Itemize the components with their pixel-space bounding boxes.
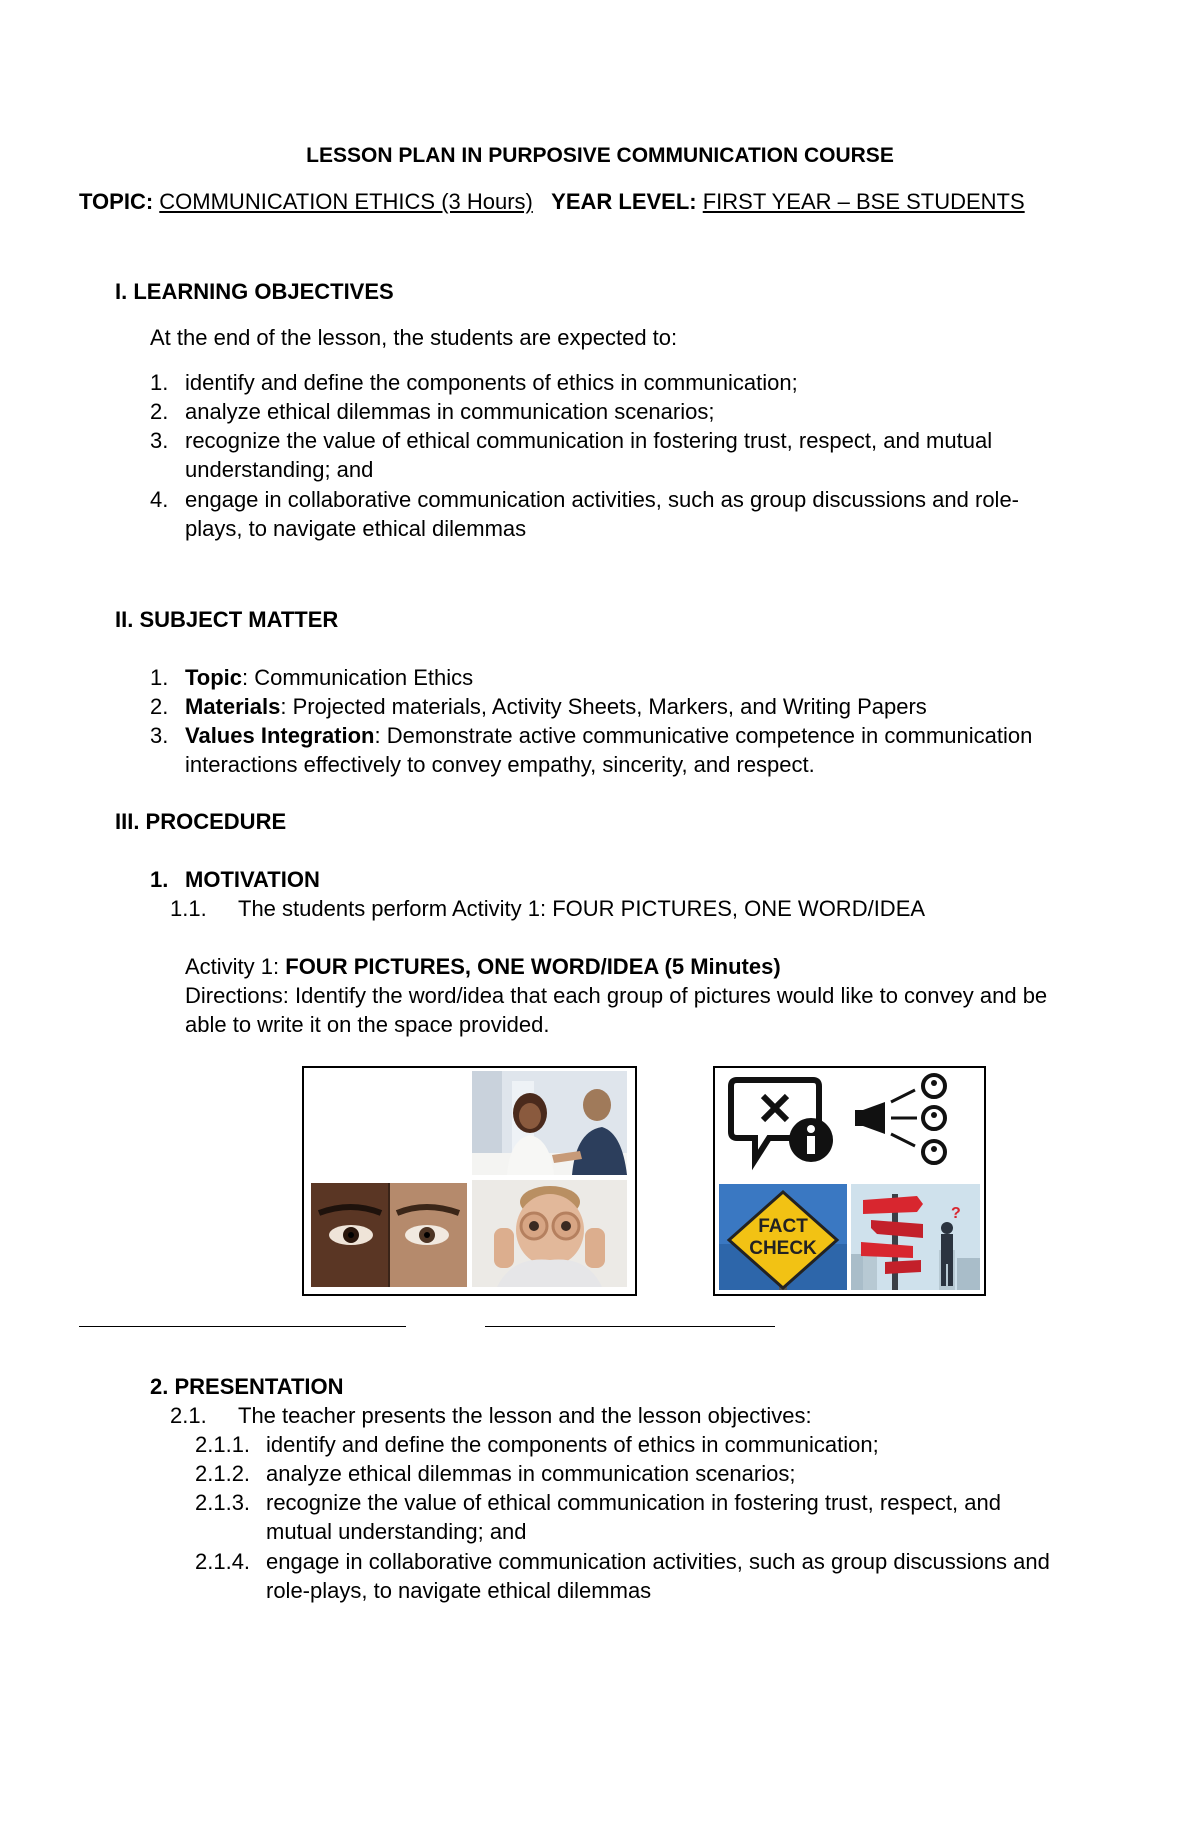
subject-label: Materials: [185, 694, 281, 719]
motivation-sub-text: The students perform Activity 1: FOUR PICTURES, ONE WORD/IDEA: [238, 896, 926, 921]
motivation-number: 1.: [150, 867, 169, 892]
subject-number: 3.: [150, 723, 169, 748]
subject-text: : Projected materials, Activity Sheets, Markers, and Writing Papers: [280, 694, 927, 719]
binoculars-man-photo: [472, 1180, 627, 1287]
presentation-item-number: 2.1.1.: [195, 1432, 251, 1457]
handshake-meeting-photo: [472, 1071, 627, 1175]
procedure-heading: III. PROCEDURE: [115, 809, 287, 834]
subject-number: 1.: [150, 665, 169, 690]
objective-text-cont: plays, to navigate ethical dilemmas: [185, 516, 527, 541]
subject-item-topic: [185, 665, 473, 691]
presentation-item-text: analyze ethical dilemmas in communication scenarios;: [266, 1461, 796, 1486]
activity-line: [185, 954, 781, 980]
subject-text-cont: interactions effectively to convey empathy, sincerity, and respect.: [185, 752, 815, 777]
eyes-closeup-photo: [311, 1183, 467, 1287]
subject-number: 2.: [150, 694, 169, 719]
year-level-label: YEAR LEVEL:: [551, 189, 697, 214]
fact-check-sign-text: FACT: [758, 1216, 808, 1237]
objective-text: analyze ethical dilemmas in communication scenarios;: [185, 399, 715, 424]
presentation-item-text: identify and define the components of ethics in communication;: [266, 1432, 879, 1457]
motivation-heading: MOTIVATION: [185, 867, 320, 892]
subject-text: : Communication Ethics: [242, 665, 474, 690]
presentation-sub-number: 2.1.: [170, 1403, 207, 1428]
subject-label: Values Integration: [185, 723, 375, 748]
picture-group-1: [302, 1066, 637, 1296]
objective-number: 2.: [150, 399, 169, 424]
objective-number: 3.: [150, 428, 169, 453]
activity-directions: Directions: Identify the word/idea that each group of pictures would like to convey and be: [185, 983, 1048, 1008]
topic-value: COMMUNICATION ETHICS (3 Hours): [159, 189, 533, 214]
objective-text: recognize the value of ethical communication in fostering trust, respect, and mutual: [185, 428, 993, 453]
objective-text-cont: understanding; and: [185, 457, 374, 482]
objective-text: engage in collaborative communication activities, such as group discussions and role-: [185, 487, 1020, 512]
topic-line: [79, 189, 1025, 215]
objective-number: 1.: [150, 370, 169, 395]
activity-directions-cont: able to write it on the space provided.: [185, 1012, 550, 1037]
objective-text: identify and define the components of ethics in communication;: [185, 370, 798, 395]
presentation-item-number: 2.1.4.: [195, 1549, 251, 1574]
activity-prefix: Activity 1:: [185, 954, 286, 979]
objective-number: 4.: [150, 487, 169, 512]
picture-group-2: [713, 1066, 986, 1296]
fact-check-sign-text: CHECK: [749, 1238, 817, 1259]
svg-text:?: ?: [951, 1205, 961, 1222]
subject-text: : Demonstrate active communicative competence in communication: [374, 723, 1033, 748]
subject-heading: II. SUBJECT MATTER: [115, 607, 339, 632]
subject-label: Topic: [185, 665, 243, 690]
objectives-intro: At the end of the lesson, the students are expected to:: [150, 325, 678, 350]
topic-label: TOPIC:: [79, 189, 154, 214]
crossroads-signpost-photo: [851, 1184, 980, 1290]
presentation-sub-text: The teacher presents the lesson and the lesson objectives:: [238, 1403, 812, 1428]
presentation-item-text-cont: mutual understanding; and: [266, 1519, 527, 1544]
subject-item-materials: [185, 694, 927, 720]
year-level-value: FIRST YEAR – BSE STUDENTS: [702, 189, 1025, 214]
presentation-item-number: 2.1.2.: [195, 1461, 251, 1486]
presentation-heading: 2. PRESENTATION: [150, 1374, 344, 1399]
subject-item-values: [185, 723, 1032, 749]
presentation-item-text-cont: role-plays, to navigate ethical dilemmas: [266, 1578, 652, 1603]
activity-title: FOUR PICTURES, ONE WORD/IDEA (5 Minutes): [285, 954, 781, 979]
misinformation-icons: [715, 1068, 984, 1184]
presentation-item-text: engage in collaborative communication activities, such as group discussions and: [266, 1549, 1050, 1574]
fact-check-sign-photo: [719, 1184, 847, 1290]
motivation-sub-number: 1.1.: [170, 896, 207, 921]
presentation-item-number: 2.1.3.: [195, 1490, 251, 1515]
answer-blank-1[interactable]: [79, 1326, 406, 1327]
document-title: LESSON PLAN IN PURPOSIVE COMMUNICATION COURSE: [306, 144, 894, 167]
presentation-item-text: recognize the value of ethical communication in fostering trust, respect, and: [266, 1490, 1001, 1515]
objectives-heading: I. LEARNING OBJECTIVES: [115, 279, 394, 304]
answer-blank-2[interactable]: [485, 1326, 775, 1327]
